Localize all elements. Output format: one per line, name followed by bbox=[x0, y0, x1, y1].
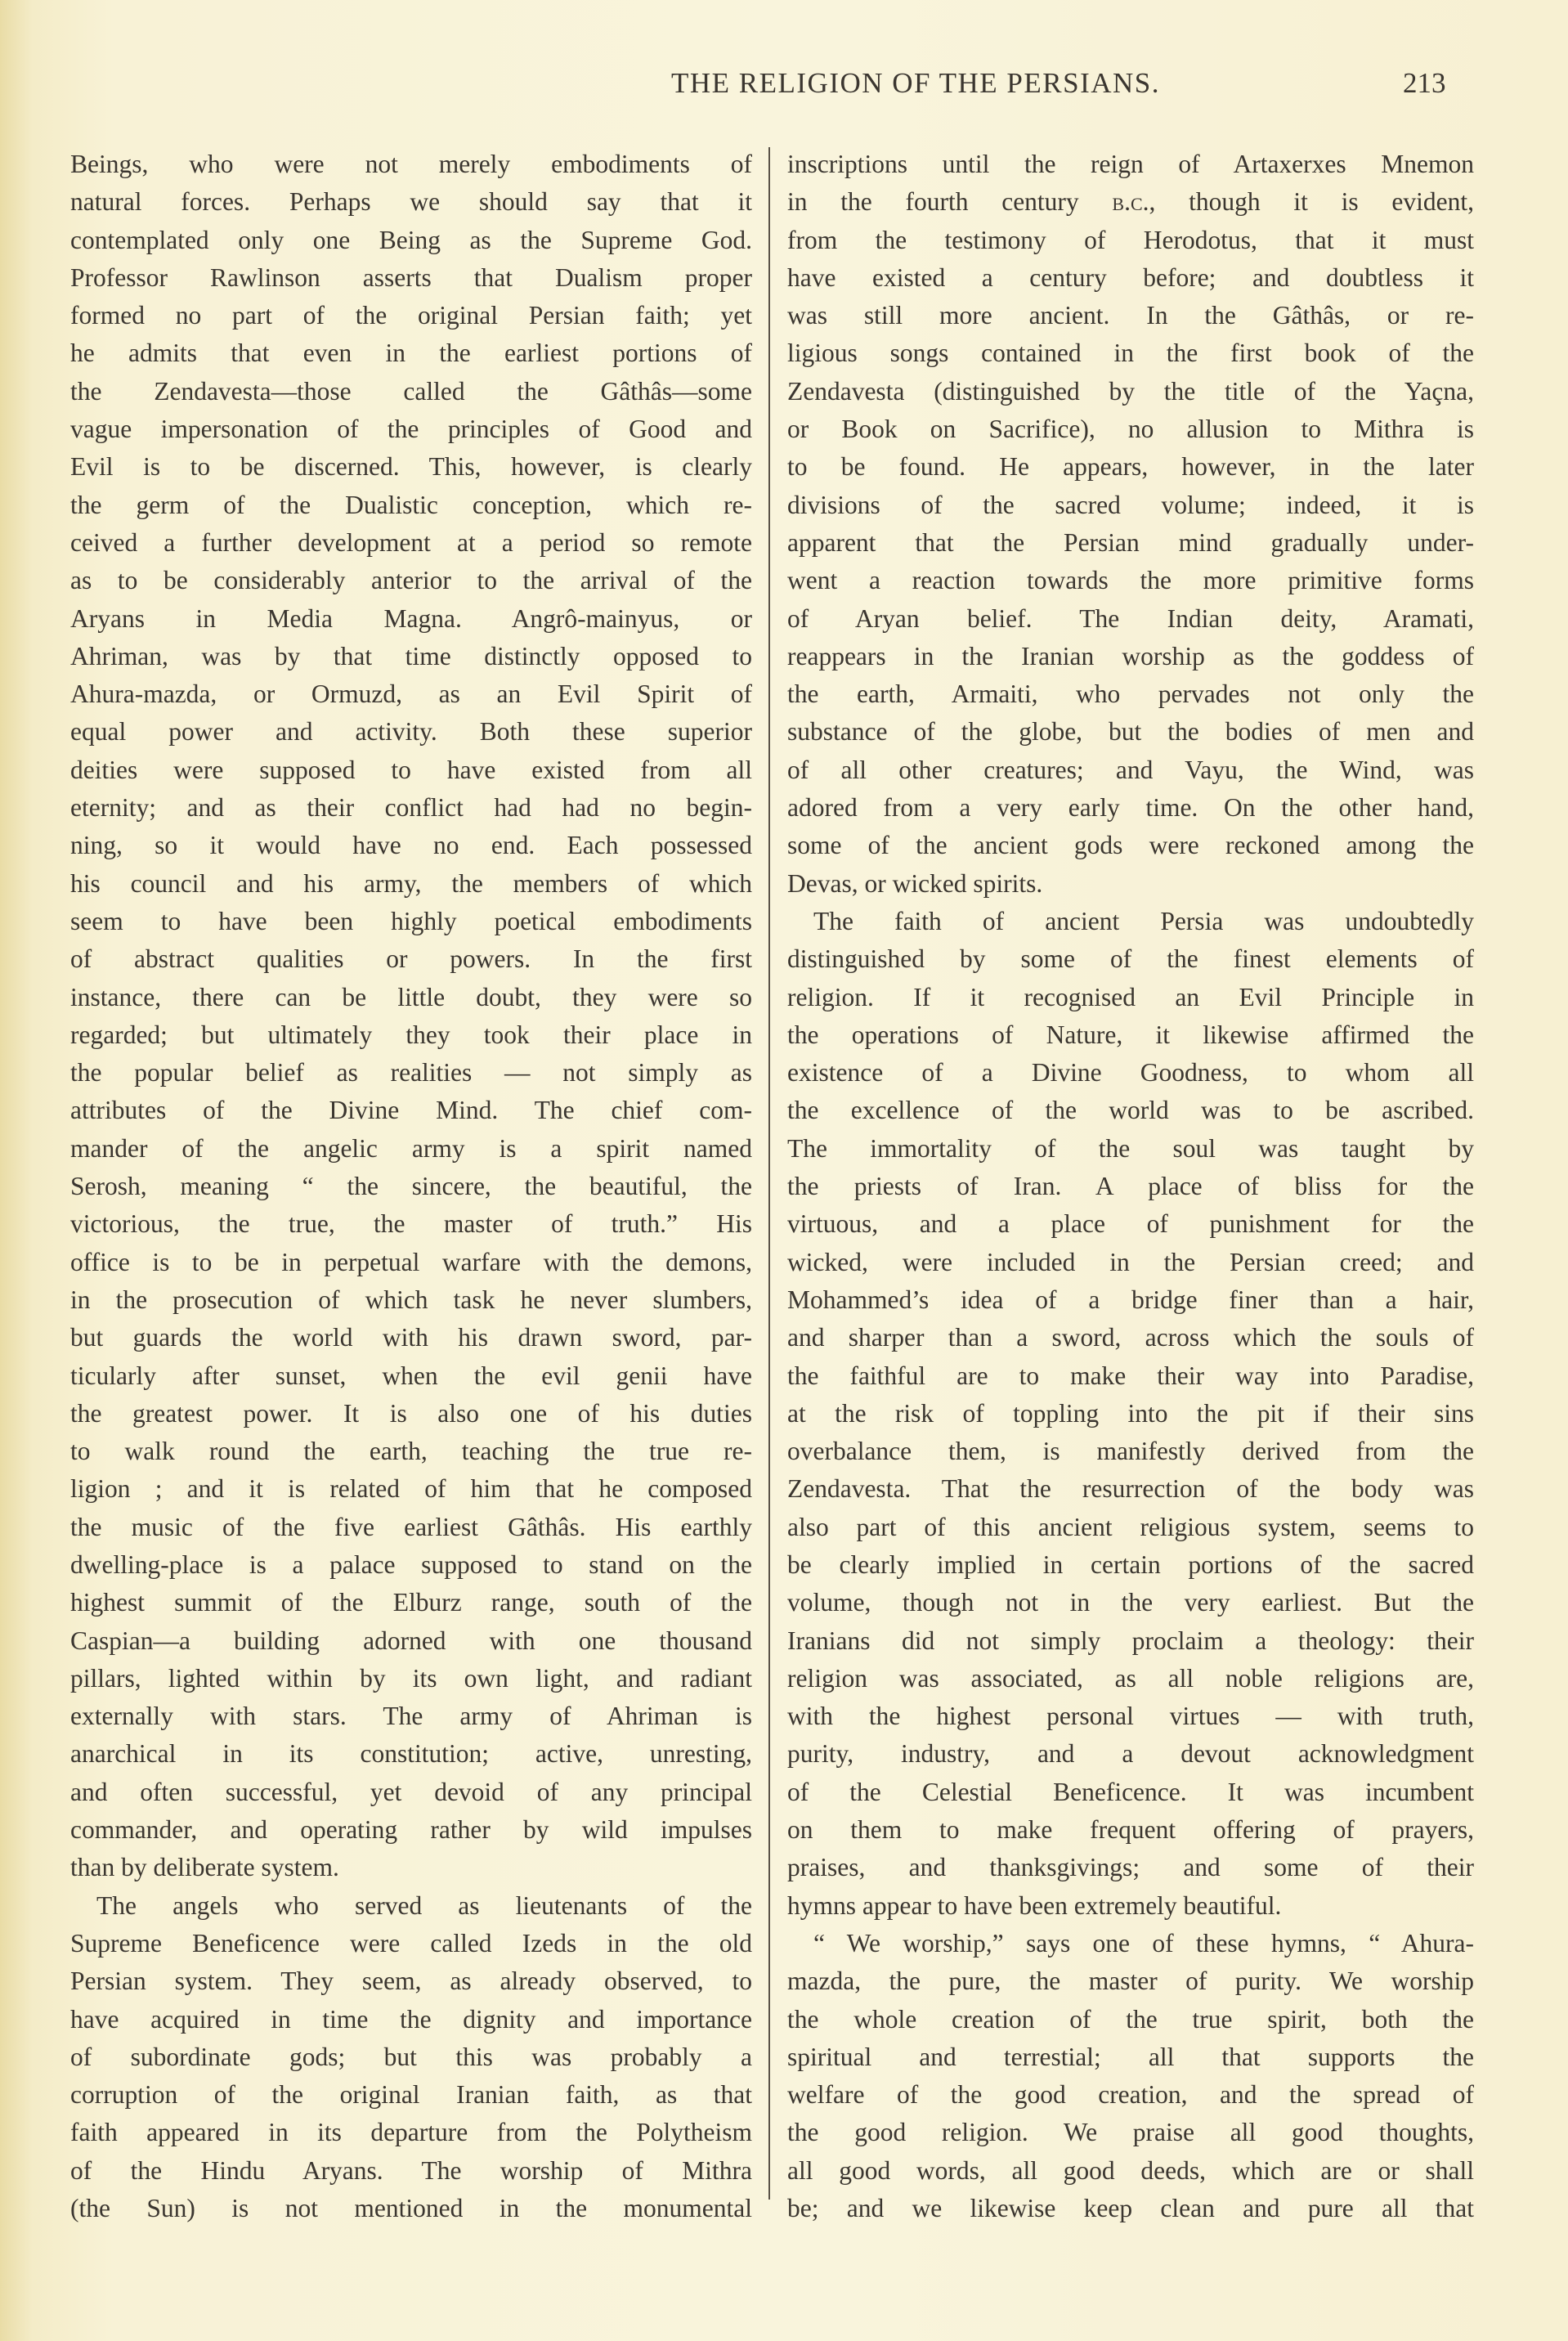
text-line: contemplated only one Being as the Supreme God. bbox=[70, 225, 752, 254]
text-line: The immortality of the soul was taught by bbox=[787, 1133, 1474, 1163]
text-line: externally with stars. The army of Ahriman is bbox=[70, 1702, 752, 1731]
text-line: virtuous, and a place of punishment for the bbox=[787, 1209, 1474, 1239]
text-line: be clearly implied in certain portions of the sacred bbox=[787, 1549, 1474, 1579]
text-line: Professor Rawlinson asserts that Dualism proper bbox=[70, 262, 752, 292]
text-line: Iranians did not simply proclaim a theology: their bbox=[787, 1626, 1474, 1655]
text-line: Caspian—a building adorned with one thousand bbox=[70, 1626, 752, 1655]
text-line: regarded; but ultimately they took their place in bbox=[70, 1020, 752, 1049]
text-line: to walk round the earth, teaching the true re- bbox=[70, 1437, 752, 1466]
text-line: but guards the world with his drawn sword, par- bbox=[70, 1323, 752, 1352]
text-line: the music of the five earliest Gâthâs. His earthly bbox=[70, 1512, 752, 1541]
small-caps-abbr: b.c. bbox=[1112, 187, 1149, 217]
text-line: from the testimony of Herodotus, that it must bbox=[787, 225, 1474, 254]
text-line: Zendavesta. That the resurrection of the body was bbox=[787, 1474, 1474, 1504]
text-line: wicked, were included in the Persian creed; and bbox=[787, 1247, 1474, 1276]
text-line: Supreme Beneficence were called Izeds in the old bbox=[70, 1928, 752, 1958]
text-line: commander, and operating rather by wild impulses bbox=[70, 1815, 752, 1845]
text-line: have existed a century before; and doubtless it bbox=[787, 262, 1474, 292]
text-line: some of the ancient gods were reckoned among the bbox=[787, 831, 1474, 860]
paragraph bbox=[787, 146, 1474, 903]
text-line: substance of the globe, but the bodies of men and bbox=[787, 717, 1474, 747]
text-line: The angels who served as lieutenants of the bbox=[96, 1890, 752, 1920]
text-line: of all other creatures; and Vayu, the Wind, was bbox=[787, 755, 1474, 784]
paragraph bbox=[70, 146, 752, 1887]
text-line: mazda, the pure, the master of purity. We worship bbox=[787, 1967, 1474, 1996]
text-line: Persian system. They seem, as already observed, to bbox=[70, 1967, 752, 1996]
text-line: than by deliberate system. bbox=[70, 1853, 339, 1882]
text-line: religion. If it recognised an Evil Principle in bbox=[787, 982, 1474, 1011]
text-line: victorious, the true, the master of truth.” His bbox=[70, 1209, 752, 1239]
text-line: dwelling-place is a palace supposed to stand on the bbox=[70, 1549, 752, 1579]
right-column bbox=[787, 146, 1474, 2227]
text-line: praises, and thanksgivings; and some of their bbox=[787, 1853, 1474, 1882]
text-line: Devas, or wicked spirits. bbox=[787, 868, 1043, 898]
text-line: the earth, Armaiti, who pervades not only the bbox=[787, 679, 1474, 709]
text-line: the Zendavesta—those called the Gâthâs—some bbox=[70, 376, 752, 406]
text-line: inscriptions until the reign of Artaxerxes Mnemon bbox=[787, 150, 1474, 178]
text-line: ning, so it would have no end. Each possessed bbox=[70, 831, 752, 860]
text-line: purity, industry, and a devout acknowledgment bbox=[787, 1739, 1474, 1769]
text-line: overbalance them, is manifestly derived from the bbox=[787, 1437, 1474, 1466]
text-line: seem to have been highly poetical embodiments bbox=[70, 906, 752, 935]
text-line: ceived a further development at a period so remote bbox=[70, 527, 752, 557]
text-line: divisions of the sacred volume; indeed, it is bbox=[787, 490, 1474, 519]
text-line: of Aryan belief. The Indian deity, Aramati, bbox=[787, 603, 1474, 633]
text-line: reappears in the Iranian worship as the goddess of bbox=[787, 641, 1474, 670]
text-line: Ahriman, was by that time distinctly opposed to bbox=[70, 641, 752, 670]
text-line: the faithful are to make their way into Paradise, bbox=[787, 1361, 1474, 1390]
text-line: all good words, all good deeds, which are or shall bbox=[787, 2155, 1474, 2185]
text-line: Beings, who were not merely embodiments of bbox=[70, 150, 752, 178]
text-line: corruption of the original Iranian faith, as that bbox=[70, 2080, 752, 2110]
paragraph bbox=[70, 1887, 752, 2228]
text-line: at the risk of toppling into the pit if their sins bbox=[787, 1398, 1474, 1428]
text-line: the whole creation of the true spirit, both the bbox=[787, 2004, 1474, 2034]
paragraph bbox=[787, 1925, 1474, 2227]
text-line: of abstract qualities or powers. In the first bbox=[70, 944, 752, 974]
text-line: highest summit of the Elburz range, south of the bbox=[70, 1588, 752, 1617]
text-line: religion was associated, as all noble religions are, bbox=[787, 1663, 1474, 1693]
text-line: adored from a very early time. On the other hand, bbox=[787, 793, 1474, 823]
text-line: Ahura-mazda, or Ormuzd, as an Evil Spirit of bbox=[70, 679, 752, 709]
text-line: to be found. He appears, however, in the later bbox=[787, 452, 1474, 482]
text-line: and sharper than a sword, across which the souls of bbox=[787, 1323, 1474, 1352]
text-line: went a reaction towards the more primitive forms bbox=[787, 566, 1474, 595]
text-line: faith appeared in its departure from the Polytheism bbox=[70, 2118, 752, 2147]
text-line: have acquired in time the dignity and importance bbox=[70, 2004, 752, 2034]
text-line: Serosh, meaning “ the sincere, the beautiful, the bbox=[70, 1172, 752, 1201]
left-column bbox=[70, 146, 752, 2227]
column-divider bbox=[768, 147, 770, 2200]
text-line: the excellence of the world was to be ascribed. bbox=[787, 1096, 1474, 1125]
text-line: Aryans in Media Magna. Angrô-mainyus, or bbox=[70, 603, 752, 633]
text-line: was still more ancient. In the Gâthâs, or re- bbox=[787, 301, 1474, 330]
text-line: pillars, lighted within by its own light, and radiant bbox=[70, 1663, 752, 1693]
text-line: vague impersonation of the principles of Good and bbox=[70, 415, 752, 444]
text-line: office is to be in perpetual warfare with the demons, bbox=[70, 1247, 752, 1276]
text-line: formed no part of the original Persian faith; yet bbox=[70, 301, 752, 330]
text-line: of subordinate gods; but this was probably a bbox=[70, 2042, 752, 2071]
text-line: ligious songs contained in the first book of the bbox=[787, 339, 1474, 368]
text-line: of the Celestial Beneficence. It was incumbent bbox=[787, 1777, 1474, 1806]
text-line: eternity; and as their conflict had had no begin- bbox=[70, 793, 752, 823]
text-line: welfare of the good creation, and the spread of bbox=[787, 2080, 1474, 2110]
text-line: equal power and activity. Both these superior bbox=[70, 717, 752, 747]
paragraph bbox=[787, 903, 1474, 1925]
text-line: be; and we likewise keep clean and pure all that bbox=[787, 2194, 1474, 2223]
running-header: THE RELIGION OF THE PERSIANS. bbox=[671, 67, 1160, 99]
text-line: and often successful, yet devoid of any principal bbox=[70, 1777, 752, 1806]
text-line: existence of a Divine Goodness, to whom all bbox=[787, 1058, 1474, 1088]
text-line: also part of this ancient religious system, seems to bbox=[787, 1512, 1474, 1541]
text-line: ligion ; and it is related of him that he composed bbox=[70, 1474, 752, 1504]
text-line: spiritual and terrestial; all that supports the bbox=[787, 2042, 1474, 2071]
text-line: with the highest personal virtues — with truth, bbox=[787, 1702, 1474, 1731]
text-line: the popular belief as realities — not simply as bbox=[70, 1058, 752, 1088]
text-line: on them to make frequent offering of prayers, bbox=[787, 1815, 1474, 1845]
text-line: instance, there can be little doubt, they were so bbox=[70, 982, 752, 1011]
text-line: as to be considerably anterior to the arrival of the bbox=[70, 566, 752, 595]
text-line: apparent that the Persian mind gradually under- bbox=[787, 527, 1474, 557]
text-line: he admits that even in the earliest portions of bbox=[70, 339, 752, 368]
text-line: Evil is to be discerned. This, however, is clearly bbox=[70, 452, 752, 482]
text-line: the good religion. We praise all good thoughts, bbox=[787, 2118, 1474, 2147]
text-line: in the prosecution of which task he never slumbers, bbox=[70, 1285, 752, 1314]
text-line: The faith of ancient Persia was undoubtedly bbox=[813, 906, 1474, 935]
text-line: distinguished by some of the finest elements of bbox=[787, 944, 1474, 974]
text-line: or Book on Sacrifice), no allusion to Mithra is bbox=[787, 415, 1474, 444]
text-line: anarchical in its constitution; active, unresting, bbox=[70, 1739, 752, 1769]
text-line: volume, though not in the very earliest. But the bbox=[787, 1588, 1474, 1617]
text-line: attributes of the Divine Mind. The chief com- bbox=[70, 1096, 752, 1125]
text-line: in the fourth century b.c., though it is evident, bbox=[787, 187, 1475, 217]
text-line: mander of the angelic army is a spirit named bbox=[70, 1133, 752, 1163]
text-line: natural forces. Perhaps we should say that it bbox=[70, 187, 752, 217]
text-line: hymns appear to have been extremely beautiful. bbox=[787, 1890, 1282, 1920]
text-line: the germ of the Dualistic conception, which re- bbox=[70, 490, 752, 519]
text-line: Zendavesta (distinguished by the title of the Yaçna, bbox=[787, 376, 1474, 406]
text-line: of the Hindu Aryans. The worship of Mithra bbox=[70, 2155, 752, 2185]
text-line: the greatest power. It is also one of his duties bbox=[70, 1398, 752, 1428]
page-number: 213 bbox=[1403, 67, 1446, 99]
text-line: the priests of Iran. A place of bliss for the bbox=[787, 1172, 1474, 1201]
text-line: deities were supposed to have existed from all bbox=[70, 755, 752, 784]
text-line: (the Sun) is not mentioned in the monumental bbox=[70, 2194, 752, 2223]
text-line: Mohammed’s idea of a bridge finer than a hair, bbox=[787, 1285, 1474, 1314]
text-line: ticularly after sunset, when the evil genii have bbox=[70, 1361, 752, 1390]
text-line: “ We worship,” says one of these hymns, “ Ahura- bbox=[813, 1928, 1474, 1958]
text-line: the operations of Nature, it likewise affirmed the bbox=[787, 1020, 1474, 1049]
text-line: his council and his army, the members of which bbox=[70, 868, 752, 898]
